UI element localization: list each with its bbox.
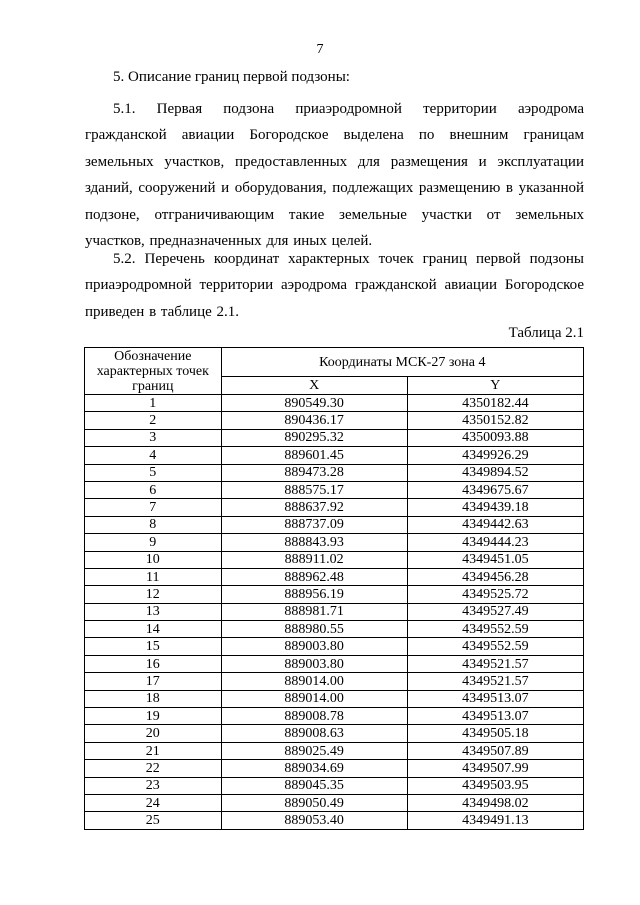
y-coordinate-cell: 4349525.72 [407, 586, 583, 603]
table-row [85, 586, 584, 603]
table-row [85, 516, 584, 533]
y-coordinate-cell: 4349442.63 [407, 516, 583, 533]
table-row [85, 708, 584, 725]
x-coordinate-cell: 888575.17 [221, 481, 407, 498]
x-coordinate-cell: 889008.78 [221, 708, 407, 725]
point-number-cell: 12 [85, 586, 222, 603]
point-number-cell: 25 [85, 812, 222, 829]
point-number-cell: 20 [85, 725, 222, 742]
table-row [85, 777, 584, 794]
y-coordinate-cell: 4349894.52 [407, 464, 583, 481]
y-coordinate-cell: 4349527.49 [407, 603, 583, 620]
y-coordinate-cell: 4349507.89 [407, 742, 583, 759]
point-number-cell: 15 [85, 638, 222, 655]
point-number-cell: 23 [85, 777, 222, 794]
y-coordinate-cell: 4349507.99 [407, 760, 583, 777]
table-row [85, 760, 584, 777]
table-row [85, 690, 584, 707]
paragraph-5-2: 5.2. Перечень координат характерных точек границ первой подзоны приаэродромной территории аэродрома гражданской авиации Богородское приведен в таблице 2.1. [85, 251, 584, 320]
x-coordinate-cell: 888956.19 [221, 586, 407, 603]
table-row [85, 794, 584, 811]
point-number-cell: 7 [85, 499, 222, 516]
table-row [85, 395, 584, 412]
y-coordinate-cell: 4349503.95 [407, 777, 583, 794]
coordinates-table [84, 347, 584, 830]
x-coordinate-cell: 889025.49 [221, 742, 407, 759]
x-coordinate-cell: 889003.80 [221, 655, 407, 672]
y-coordinate-cell: 4349439.18 [407, 499, 583, 516]
y-coordinate-cell: 4350093.88 [407, 429, 583, 446]
point-number-cell: 14 [85, 621, 222, 638]
x-coordinate-cell: 888737.09 [221, 516, 407, 533]
header-x: X [221, 377, 407, 395]
y-coordinate-cell: 4349456.28 [407, 568, 583, 585]
point-number-cell: 24 [85, 794, 222, 811]
point-number-cell: 11 [85, 568, 222, 585]
page-number: 7 [316, 42, 324, 57]
table-row [85, 412, 584, 429]
y-coordinate-cell: 4349926.29 [407, 447, 583, 464]
y-coordinate-cell: 4349675.67 [407, 481, 583, 498]
table-row [85, 812, 584, 829]
point-number-cell: 10 [85, 551, 222, 568]
x-coordinate-cell: 889003.80 [221, 638, 407, 655]
y-coordinate-cell: 4349451.05 [407, 551, 583, 568]
point-number-cell: 4 [85, 447, 222, 464]
table-body [85, 395, 584, 830]
header-y: Y [407, 377, 583, 395]
point-number-cell: 3 [85, 429, 222, 446]
x-coordinate-cell: 888962.48 [221, 568, 407, 585]
x-coordinate-cell: 889473.28 [221, 464, 407, 481]
point-number-cell: 2 [85, 412, 222, 429]
x-coordinate-cell: 888843.93 [221, 534, 407, 551]
table-row [85, 742, 584, 759]
x-coordinate-cell: 888981.71 [221, 603, 407, 620]
point-number-cell: 9 [85, 534, 222, 551]
x-coordinate-cell: 890295.32 [221, 429, 407, 446]
header-point: Обозначение характерных точек границ [85, 348, 222, 395]
table-row [85, 551, 584, 568]
point-number-cell: 21 [85, 742, 222, 759]
y-coordinate-cell: 4349498.02 [407, 794, 583, 811]
y-coordinate-cell: 4349513.07 [407, 690, 583, 707]
table-row [85, 603, 584, 620]
x-coordinate-cell: 888911.02 [221, 551, 407, 568]
paragraph-5-1: 5.1. Первая подзона приаэродромной территории аэродрома гражданской авиации Богородское выделена по внешним границам земельных участков, предоставленных для размещения и эксплуатации зданий, сооружений и оборудования, подлежащих размещению в указанной подзоне, отграничивающим такие земельные участки от земельных участков, предназначенных для иных целей. [85, 101, 584, 250]
x-coordinate-cell: 890436.17 [221, 412, 407, 429]
point-number-cell: 18 [85, 690, 222, 707]
x-coordinate-cell: 890549.30 [221, 395, 407, 412]
x-coordinate-cell: 889014.00 [221, 673, 407, 690]
table-row [85, 673, 584, 690]
x-coordinate-cell: 889053.40 [221, 812, 407, 829]
table-row [85, 534, 584, 551]
point-number-cell: 22 [85, 760, 222, 777]
table-row [85, 638, 584, 655]
x-coordinate-cell: 889050.49 [221, 794, 407, 811]
x-coordinate-cell: 889601.45 [221, 447, 407, 464]
point-number-cell: 1 [85, 395, 222, 412]
section-heading: 5. Описание границ первой подзоны: [113, 69, 350, 85]
x-coordinate-cell: 889034.69 [221, 760, 407, 777]
table-row [85, 481, 584, 498]
table-row [85, 655, 584, 672]
x-coordinate-cell: 889014.00 [221, 690, 407, 707]
y-coordinate-cell: 4349521.57 [407, 655, 583, 672]
x-coordinate-cell: 888980.55 [221, 621, 407, 638]
y-coordinate-cell: 4350152.82 [407, 412, 583, 429]
y-coordinate-cell: 4349552.59 [407, 621, 583, 638]
x-coordinate-cell: 889008.63 [221, 725, 407, 742]
table-row [85, 429, 584, 446]
x-coordinate-cell: 888637.92 [221, 499, 407, 516]
header-coordinates: Координаты МСК-27 зона 4 [221, 348, 583, 377]
point-number-cell: 16 [85, 655, 222, 672]
point-number-cell: 13 [85, 603, 222, 620]
point-number-cell: 17 [85, 673, 222, 690]
table-row [85, 568, 584, 585]
y-coordinate-cell: 4349513.07 [407, 708, 583, 725]
y-coordinate-cell: 4350182.44 [407, 395, 583, 412]
table-label: Таблица 2.1 [508, 325, 584, 341]
x-coordinate-cell: 889045.35 [221, 777, 407, 794]
y-coordinate-cell: 4349444.23 [407, 534, 583, 551]
point-number-cell: 6 [85, 481, 222, 498]
point-number-cell: 8 [85, 516, 222, 533]
table-row [85, 447, 584, 464]
table-row [85, 499, 584, 516]
point-number-cell: 19 [85, 708, 222, 725]
table-row [85, 464, 584, 481]
y-coordinate-cell: 4349505.18 [407, 725, 583, 742]
y-coordinate-cell: 4349491.13 [407, 812, 583, 829]
table-row [85, 725, 584, 742]
point-number-cell: 5 [85, 464, 222, 481]
table-row [85, 621, 584, 638]
y-coordinate-cell: 4349552.59 [407, 638, 583, 655]
y-coordinate-cell: 4349521.57 [407, 673, 583, 690]
